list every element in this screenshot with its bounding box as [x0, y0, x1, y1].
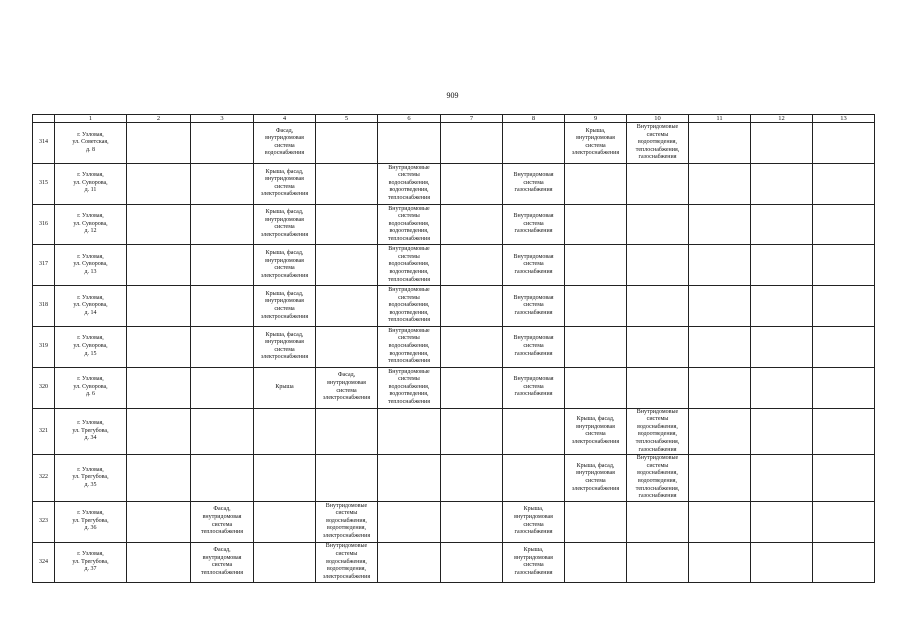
work-cell-col-10: Внутридомовые системы водоснабжения, водоотведения, теплоснабжения, газоснабжения: [627, 455, 689, 502]
column-header: 1: [55, 115, 127, 123]
work-cell-col-2: [127, 286, 191, 327]
work-cell-col-2: [127, 501, 191, 542]
column-header: 10: [627, 115, 689, 123]
row-number-cell: 318: [33, 286, 55, 327]
work-cell-col-4: Крыша, фасад, внутридомовая система электроснабжения: [254, 245, 316, 286]
work-cell-col-3: [191, 123, 254, 164]
row-number-cell: 317: [33, 245, 55, 286]
work-cell-col-5: [316, 326, 378, 367]
work-cell-col-3: [191, 163, 254, 204]
work-cell-col-2: [127, 163, 191, 204]
work-cell-col-2: [127, 455, 191, 502]
row-number-cell: 324: [33, 542, 55, 583]
column-number-row: [33, 115, 875, 123]
address-cell: г. Узловая, ул. Трегубова, д. 34: [55, 408, 127, 455]
column-header: 7: [441, 115, 503, 123]
work-cell-col-4: [254, 408, 316, 455]
work-cell-col-7: [441, 408, 503, 455]
work-cell-col-13: [813, 501, 875, 542]
column-header: 13: [813, 115, 875, 123]
table-body: [33, 123, 875, 583]
work-cell-col-6: Внутридомовые системы водоснабжения, водоотведения, теплоснабжения: [378, 286, 441, 327]
table-row: [33, 455, 875, 502]
address-cell: г. Узловая, ул. Суворова, д. 13: [55, 245, 127, 286]
work-cell-col-12: [751, 204, 813, 245]
address-cell: г. Узловая, ул. Суворова, д. 12: [55, 204, 127, 245]
work-cell-col-13: [813, 163, 875, 204]
work-cell-col-11: [689, 455, 751, 502]
row-number-cell: 323: [33, 501, 55, 542]
work-cell-col-5: Фасад, внутридомовая система электроснабжения: [316, 367, 378, 408]
column-header: 8: [503, 115, 565, 123]
work-cell-col-5: Внутридомовые системы водоснабжения, водоотведения, электроснабжения: [316, 542, 378, 583]
address-cell: г. Узловая, ул. Трегубова, д. 36: [55, 501, 127, 542]
work-cell-col-8: Внутридомовая система газоснабжения: [503, 163, 565, 204]
work-cell-col-8: Крыша, внутридомовая система газоснабжения: [503, 501, 565, 542]
work-cell-col-10: Внутридомовые системы водоснабжения, водоотведения, теплоснабжения, газоснабжения: [627, 408, 689, 455]
table-row: [33, 123, 875, 164]
work-cell-col-8: Внутридомовая система газоснабжения: [503, 204, 565, 245]
work-cell-col-5: [316, 204, 378, 245]
work-cell-col-7: [441, 455, 503, 502]
work-cell-col-10: [627, 367, 689, 408]
column-header: 9: [565, 115, 627, 123]
work-cell-col-13: [813, 286, 875, 327]
work-cell-col-11: [689, 245, 751, 286]
work-cell-col-6: Внутридомовые системы водоснабжения, водоотведения, теплоснабжения: [378, 163, 441, 204]
row-number-cell: 319: [33, 326, 55, 367]
work-cell-col-8: [503, 455, 565, 502]
work-cell-col-4: [254, 455, 316, 502]
work-cell-col-5: Внутридомовые системы водоснабжения, водоотведения, электроснабжения: [316, 501, 378, 542]
work-cell-col-9: Крыша, фасад, внутридомовая система электроснабжения: [565, 455, 627, 502]
work-cell-col-8: Внутридомовая система газоснабжения: [503, 367, 565, 408]
work-cell-col-10: [627, 204, 689, 245]
work-cell-col-12: [751, 408, 813, 455]
work-cell-col-11: [689, 286, 751, 327]
work-cell-col-3: Фасад, внутридомовая система теплоснабжения: [191, 542, 254, 583]
work-cell-col-9: [565, 163, 627, 204]
work-cell-col-2: [127, 123, 191, 164]
work-cell-col-11: [689, 542, 751, 583]
row-number-cell: 315: [33, 163, 55, 204]
work-cell-col-8: [503, 408, 565, 455]
work-cell-col-13: [813, 326, 875, 367]
work-cell-col-9: [565, 542, 627, 583]
column-header: 5: [316, 115, 378, 123]
work-cell-col-3: [191, 367, 254, 408]
work-cell-col-6: Внутридомовые системы водоснабжения, водоотведения, теплоснабжения: [378, 367, 441, 408]
table-row: [33, 286, 875, 327]
work-cell-col-13: [813, 245, 875, 286]
work-cell-col-3: [191, 245, 254, 286]
work-cell-col-13: [813, 367, 875, 408]
address-cell: г. Узловая, ул. Суворова, д. 6: [55, 367, 127, 408]
work-cell-col-7: [441, 163, 503, 204]
work-cell-col-9: Крыша, фасад, внутридомовая система электроснабжения: [565, 408, 627, 455]
work-cell-col-5: [316, 123, 378, 164]
work-cell-col-4: Крыша, фасад, внутридомовая система электроснабжения: [254, 204, 316, 245]
work-cell-col-2: [127, 245, 191, 286]
work-cell-col-10: [627, 245, 689, 286]
address-cell: г. Узловая, ул. Суворова, д. 14: [55, 286, 127, 327]
work-cell-col-9: [565, 326, 627, 367]
work-cell-col-12: [751, 123, 813, 164]
work-cell-col-13: [813, 408, 875, 455]
table-row: [33, 367, 875, 408]
work-cell-col-11: [689, 326, 751, 367]
work-cell-col-5: [316, 286, 378, 327]
work-cell-col-9: [565, 286, 627, 327]
work-cell-col-6: [378, 123, 441, 164]
work-cell-col-11: [689, 123, 751, 164]
column-header: 2: [127, 115, 191, 123]
work-cell-col-3: [191, 326, 254, 367]
work-cell-col-12: [751, 501, 813, 542]
work-cell-col-8: Внутридомовая система газоснабжения: [503, 326, 565, 367]
column-header: 11: [689, 115, 751, 123]
work-cell-col-12: [751, 542, 813, 583]
work-cell-col-6: [378, 542, 441, 583]
row-number-cell: 321: [33, 408, 55, 455]
work-cell-col-12: [751, 367, 813, 408]
work-cell-col-8: Крыша, внутридомовая система газоснабжения: [503, 542, 565, 583]
work-cell-col-9: Крыша, внутридомовая система электроснабжения: [565, 123, 627, 164]
work-cell-col-10: [627, 501, 689, 542]
work-cell-col-8: [503, 123, 565, 164]
work-cell-col-6: Внутридомовые системы водоснабжения, водоотведения, теплоснабжения: [378, 204, 441, 245]
work-cell-col-11: [689, 367, 751, 408]
address-cell: г. Узловая, ул. Трегубова, д. 35: [55, 455, 127, 502]
work-cell-col-7: [441, 542, 503, 583]
work-cell-col-4: Крыша: [254, 367, 316, 408]
work-cell-col-4: [254, 542, 316, 583]
work-cell-col-12: [751, 455, 813, 502]
work-cell-col-8: Внутридомовая система газоснабжения: [503, 245, 565, 286]
work-cell-col-5: [316, 163, 378, 204]
work-cell-col-6: [378, 455, 441, 502]
row-number-cell: 316: [33, 204, 55, 245]
work-cell-col-4: [254, 501, 316, 542]
work-cell-col-4: Крыша, фасад, внутридомовая система электроснабжения: [254, 163, 316, 204]
table-row: [33, 501, 875, 542]
work-cell-col-6: [378, 501, 441, 542]
address-cell: г. Узловая, ул. Трегубова, д. 37: [55, 542, 127, 583]
work-cell-col-13: [813, 455, 875, 502]
work-cell-col-4: Фасад, внутридомовая система водоснабжения: [254, 123, 316, 164]
work-cell-col-2: [127, 408, 191, 455]
work-cell-col-9: [565, 501, 627, 542]
address-cell: г. Узловая, ул. Суворова, д. 15: [55, 326, 127, 367]
table-row: [33, 163, 875, 204]
work-cell-col-5: [316, 408, 378, 455]
work-cell-col-7: [441, 204, 503, 245]
work-cell-col-7: [441, 501, 503, 542]
work-cell-col-3: [191, 408, 254, 455]
work-cell-col-9: [565, 367, 627, 408]
work-cell-col-4: Крыша, фасад, внутридомовая система электроснабжения: [254, 286, 316, 327]
table-row: [33, 408, 875, 455]
address-cell: г. Узловая, ул. Суворова, д. 11: [55, 163, 127, 204]
repair-schedule-table: [32, 114, 875, 583]
work-cell-col-11: [689, 408, 751, 455]
work-cell-col-2: [127, 367, 191, 408]
table-row: [33, 326, 875, 367]
work-cell-col-2: [127, 542, 191, 583]
table-row: [33, 204, 875, 245]
column-header: 4: [254, 115, 316, 123]
work-cell-col-7: [441, 245, 503, 286]
work-cell-col-7: [441, 286, 503, 327]
work-cell-col-3: [191, 455, 254, 502]
work-cell-col-12: [751, 326, 813, 367]
address-cell: г. Узловая, ул. Советская, д. 8: [55, 123, 127, 164]
work-cell-col-6: [378, 408, 441, 455]
column-header: 3: [191, 115, 254, 123]
work-cell-col-4: Крыша, фасад, внутридомовая система электроснабжения: [254, 326, 316, 367]
work-cell-col-9: [565, 245, 627, 286]
work-cell-col-10: [627, 542, 689, 583]
work-cell-col-6: Внутридомовые системы водоснабжения, водоотведения, теплоснабжения: [378, 326, 441, 367]
work-cell-col-10: [627, 163, 689, 204]
work-cell-col-5: [316, 245, 378, 286]
work-cell-col-8: Внутридомовая система газоснабжения: [503, 286, 565, 327]
row-number-cell: 320: [33, 367, 55, 408]
column-header-index: [33, 115, 55, 123]
table-row: [33, 542, 875, 583]
work-cell-col-3: Фасад, внутридомовая система теплоснабжения: [191, 501, 254, 542]
work-cell-col-13: [813, 123, 875, 164]
work-cell-col-2: [127, 326, 191, 367]
work-cell-col-11: [689, 501, 751, 542]
work-cell-col-13: [813, 542, 875, 583]
work-cell-col-7: [441, 326, 503, 367]
work-cell-col-12: [751, 245, 813, 286]
work-cell-col-13: [813, 204, 875, 245]
work-cell-col-6: Внутридомовые системы водоснабжения, водоотведения, теплоснабжения: [378, 245, 441, 286]
page-number: 909: [446, 91, 459, 100]
row-number-cell: 322: [33, 455, 55, 502]
column-header: 6: [378, 115, 441, 123]
work-cell-col-3: [191, 204, 254, 245]
work-cell-col-12: [751, 163, 813, 204]
work-cell-col-7: [441, 367, 503, 408]
work-cell-col-11: [689, 163, 751, 204]
work-cell-col-10: Внутридомовые системы водоотведения, теплоснабжения, газоснабжения: [627, 123, 689, 164]
work-cell-col-11: [689, 204, 751, 245]
table-row: [33, 245, 875, 286]
work-cell-col-3: [191, 286, 254, 327]
work-cell-col-7: [441, 123, 503, 164]
work-cell-col-9: [565, 204, 627, 245]
work-cell-col-10: [627, 286, 689, 327]
row-number-cell: 314: [33, 123, 55, 164]
work-cell-col-2: [127, 204, 191, 245]
work-cell-col-10: [627, 326, 689, 367]
column-header: 12: [751, 115, 813, 123]
work-cell-col-12: [751, 286, 813, 327]
work-cell-col-5: [316, 455, 378, 502]
